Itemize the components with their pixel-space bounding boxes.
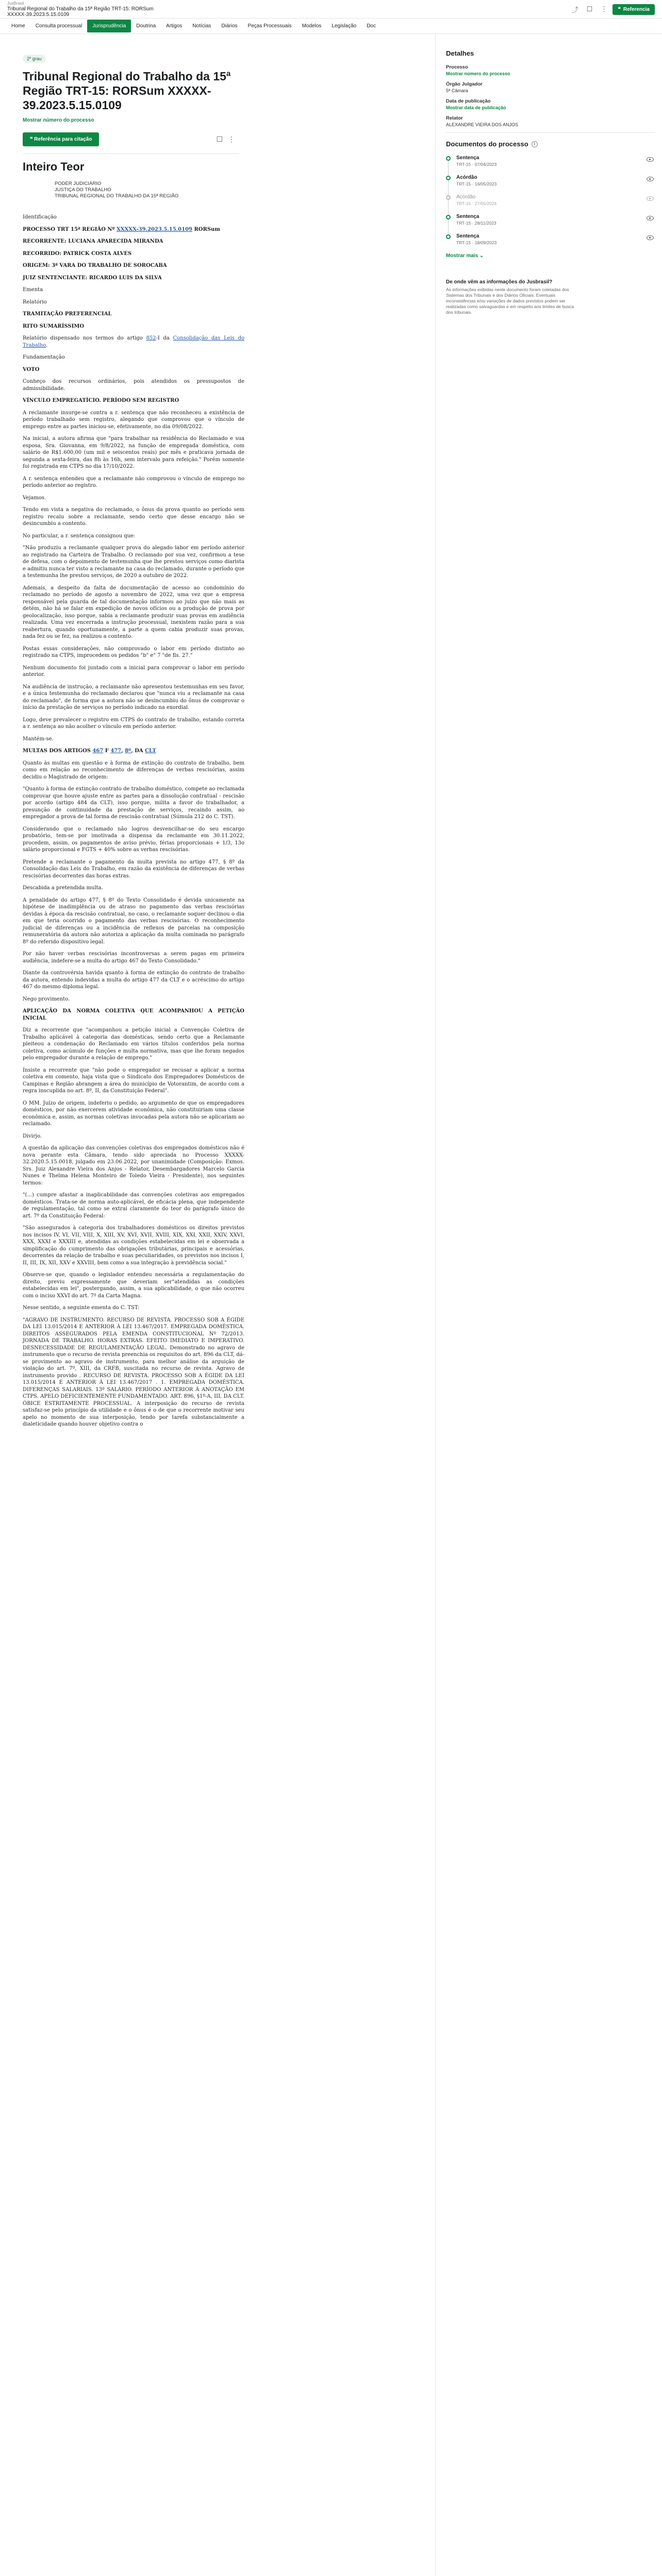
section-heading: APLICAÇÃO DA NORMA COLETIVA QUE ACOMPANHOU A PETIÇÃO INICIAL (23, 1008, 244, 1021)
document-item[interactable]: Sentença TRT-15 · 07/04/2023 (456, 155, 655, 168)
documents-timeline (446, 155, 655, 247)
more-icon[interactable]: ⋮ (600, 5, 607, 13)
document-item[interactable]: Acórdão TRT-15 · 16/05/2023 (456, 175, 655, 188)
law-link[interactable]: 8º (125, 748, 131, 754)
paragraph: Por não haver verbas rescisórias incontroversas a serem pagas em primeira audiência, indefere-se a multa do artigo 467 do Texto Consolidado." (23, 951, 244, 964)
detail-orgao: Órgão Julgador 5ª Câmara (446, 81, 483, 93)
nav-doutrina[interactable]: Doutrina (136, 23, 156, 29)
paragraph: "Não produziu a reclamante qualquer prova do alegado labor em período anterior ao registrado na Carteira de Trabalho. O reclamado por sua vez, confirmou a tese de defesa, com o depoimento de testemunha que lhe prestou serviços como diarista e admitiu nunca ter visto a reclamante na casa do reclamado, durante o período que a testemunha lhe prestou serviços, de 2020 a outubro de 2022. (23, 545, 244, 579)
process-line: PROCESSO TRT 15ª REGIÃO Nº XXXXX-39.2023.5.15.0109 RORSum (23, 226, 220, 232)
paragraph: Observe-se que, quando o legislador entendeu necessária a regulamentação do direito, previu expressamente que deveriam ser"atendidas as condições estabelecidas em lei", postergando, assim, a sua aplicabilidade, o que não ocorreu com o inciso XXVI do art. 7º da Carta Magna. (23, 1272, 244, 1299)
timeline-dot (446, 195, 451, 200)
show-number-link[interactable]: Mostrar número do processo (23, 117, 94, 123)
paragraph: "São assegurados à categoria dos trabalhadores domésticos os direitos previstos nos incisos IV, VI, VII, VIII, X, XIII, XV, XVI, XVII, XVIII, XIX, XXI, XXII, XXIV, XXVI, XXX, XXXI e XXXIII e, atendidas as condições estabelecidas em lei e observada a simplificação do cumprimento das obrigações tributárias, principais e acessórias, decorrentes da relação de trabalho e suas peculiaridades, os previstos nos incisos I, II, III, IX, XII, XXV e XXVIII, bem como a sua integração à previdência social." (23, 1225, 244, 1266)
paragraph: Nego provimento. (23, 996, 70, 1002)
teor-title: Inteiro Teor (23, 160, 85, 173)
show-more-link[interactable]: Mostrar mais ⌄ (446, 253, 484, 259)
paragraph: Nenhum documento foi juntado com a inicial para comprovar o labor em período anterior. (23, 665, 244, 677)
header-reference-label: Referencia (623, 6, 650, 12)
header-title-block (7, 1, 172, 18)
paragraph: Conheço dos recursos ordinários, pois atendidos os pressupostos de admissibilidade. (23, 379, 244, 392)
detail-processo: Processo Mostrar número do processo (446, 64, 655, 76)
show-publication-date-link[interactable]: Mostrar data de publicação (446, 105, 506, 110)
bookmark-icon[interactable]: ☐ (586, 5, 593, 13)
section-label: Relatório (23, 299, 47, 305)
quote-icon: ❝ (30, 137, 35, 142)
section-heading: MULTAS DOS ARTIGOS 467 F 477, 8º, DA CLT (23, 748, 156, 754)
degree-badge: 2º grau (23, 55, 46, 63)
paragraph: Logo, deve prevalecer o registro em CTPS do contrato de trabalho, estando correta a r. sentença ao não acolher o vínculo em período anterior. (23, 717, 244, 730)
origem: ORIGEM: 3ª VARA DO TRABALHO DE SOROCABA (23, 263, 167, 268)
paragraph: Ademais, a despeito da falta de documentação de acesso ao condomínio do reclamado no período de agosto a novembro de 2022, uma vez que a empresa responsável pela guarda de tal documentação informou ao juízo que não mais as detém, não há se falar em expedição de novos ofícios ou a produção de prova por geolocalização, isso porque, sabia a reclamante produzir suas provas em audiência realizada. Uma vez encerrada a instrução processual, inexistem razão para a sua reabertura, quando oportunamente, a parte a quem cabia produzir suas provas, nada fez ou se fez, na realizou a contento. (23, 585, 244, 639)
eye-icon[interactable] (647, 235, 654, 240)
rito: RITO SUMARÍSSIMO (23, 323, 85, 329)
court-header (23, 181, 429, 199)
brand-logo[interactable]: JusBrasil (7, 1, 24, 6)
law-link[interactable]: Consolidação das Leis do Trabalho (23, 335, 245, 348)
reference-button[interactable] (23, 132, 99, 146)
eye-icon[interactable] (647, 177, 654, 181)
reference-button-label: Referência para citação (34, 137, 92, 142)
where-info-text: As informações exibidas neste documento foram coletadas dos Sistemas dos Tribunais e dos Diários Oficiais. Eventuais inconsistências e/ou variações de dados previstos podem ser realizadas como salvaguardas e em respeito aos limites de busca dos tribunais. (446, 287, 574, 315)
paragraph: O MM. Juízo de origem, indeferiu o pedido, ao argumento de que os empregadores domésticos, por não exercerem atividade econômica, não constituiriam uma classe econômica e, assim, as normas coletivas invocadas pela autora não se aplicariam ao reclamado. (23, 1100, 244, 1127)
paragraph: A r. sentença entendeu que a reclamante não comprovou o vínculo de emprego no período anterior ao registro. (23, 476, 244, 488)
section-label: VOTO (23, 366, 40, 372)
paragraph: Vejamos. (23, 495, 46, 501)
meta-line: JUSTIÇA DO TRABALHO (55, 187, 111, 193)
process-number-link[interactable]: XXXXX-39.2023.5.15.0109 (117, 226, 192, 232)
paragraph: No particular, a r. sentença consignou que: (23, 533, 136, 539)
sidebar (435, 34, 662, 2576)
paragraph: Tendo em vista a negativa do reclamado, o ônus da prova quanto ao período sem registro recaiu sobre a reclamante, sendo certo que desse encargo não se desincumbiu a contento. (23, 507, 244, 527)
paragraph: Considerando que o reclamado não logrou desvencilhar-se do seu encargo probatório, tem-se por imotivada a dispensa da reclamante em 30.11.2022, procedem, assim, os pagamentos de aviso prévio, férias proporcionais + 1/3, 13o salário proporcional e FGTS + 40% sobre as verbas rescisórias. (23, 826, 244, 853)
law-link[interactable]: 467 (92, 748, 104, 754)
header-reference-button[interactable] (613, 4, 655, 15)
eye-icon[interactable] (647, 196, 654, 201)
paragraph: Diante da controvérsia havida quanto à forma de extinção do contrato de trabalho da autora, entendo indevidas a multa do artigo 477 da CLT e o acréscimo do artigo 467 do mesmo diploma legal. (23, 970, 244, 990)
nav-home[interactable]: Home (11, 23, 25, 29)
share-icon[interactable]: ⤴ (571, 6, 578, 14)
main-nav (0, 19, 662, 34)
timeline-dot (446, 156, 451, 161)
nav-legislacao[interactable]: Legislação (332, 23, 357, 29)
juiz: JUIZ SENTENCIANTE: RICARDO LUIS DA SILVA (23, 275, 162, 281)
bookmark-icon[interactable]: ☐ (216, 135, 223, 143)
info-icon[interactable]: i (532, 141, 538, 147)
header-title: Tribunal Regional do Trabalho da 15ª Região TRT-15: RORSum XXXXX-39.2023.5.15.0109 (7, 6, 154, 18)
nav-artigos[interactable]: Artigos (166, 23, 183, 29)
paragraph: Na audiência de instrução, a reclamante não apresentou testemunhas em seu favor, e a única testemunha do reclamado declarou que "nunca viu a reclamante na casa do reclamado", de forma que a autora não se desincumbiu do ônus de comprovar o início da prestação de serviços no período indicado na exordial. (23, 684, 244, 710)
details-heading: Detalhes (446, 49, 474, 57)
recorrente: RECORRENTE: LUCIANA APARECIDA MIRANDA (23, 239, 163, 244)
paragraph: Divirjo. (23, 1133, 42, 1139)
nav-consulta[interactable]: Consulta processual (35, 23, 82, 29)
timeline-dot (446, 176, 451, 180)
section-heading: VÍNCULO EMPREGATÍCIO. PERÍODO SEM REGISTRO (23, 398, 179, 403)
paragraph: Na inicial, a autora afirma que "para trabalhar na residência do Reclamado e sua esposa, Sra. Giovanna, em 9/8/2022, na função de empregada doméstica, com salário de R$1.600,00 (um mil e seiscentos reais) por mês e praticava jornada de segunda a sexta-feira, das 8h às 16h, sem intervalo para refeição." Porém somente foi registrada em CTPS no dia 17/10/2022. (23, 436, 244, 469)
document-item[interactable]: Sentença TRT-15 · 18/09/2023 (456, 233, 655, 247)
more-icon[interactable]: ⋮ (228, 135, 235, 143)
where-info-heading: De onde vêm as informações do Jusbrasil? (446, 279, 553, 285)
nav-pecas[interactable]: Peças Processuais (247, 23, 292, 29)
paragraph: A penalidade do artigo 477, § 8º do Texto Consolidado é devida unicamente na hipótese de inadimplência ou de atraso no pagamento das verbas rescisórias devidas à época da rescisão contratual, no caso, o reclamante soquer declinou o dia em que teria ocorrido o pagamento das verbas rescisórias. O reconhecimento judicial de diferenças ou a incidência de reflexos de parcelas na composição remuneratória da autora não autoriza a aplicação da multa cominada no parágrafo 8º do referido dispositivo legal. (23, 897, 244, 945)
nav-modelos[interactable]: Modelos (302, 23, 322, 29)
paragraph: Nesse sentido, a seguinte ementa do C. TST: (23, 1305, 140, 1311)
eye-icon[interactable] (647, 157, 654, 162)
paragraph: Postas essas considerações, não comprovado o labor em período distinto ao registrado na CTPS, improcedem os pedidos "b" e" 7 "de fls. 27." (23, 646, 244, 658)
detail-relator: Relator ALEXANDRE VIEIRA DOS ANJOS (446, 115, 519, 127)
main-content (0, 34, 435, 2576)
law-link[interactable]: 852 (146, 335, 156, 341)
paragraph: A questão da aplicação das convenções coletivas dos empregados domésticos não é nova perante esta Câmara, tendo sido apreciada no Processo XXXXX-32.2020.5.15.0018, julgado em 23.06.2022, por unanimidade (Composição: Exmos. Srs. Juiz Alexandre Vieira dos Anjos - Relator, Desembargadores Marcelo Garcia Nunes e Thelma Helena Monteiro de Toledo Vieira - Presidente), nos seguintes termos: (23, 1145, 244, 1186)
documents-heading: Documentos do processo i (446, 140, 655, 148)
chevron-down-icon: ⌄ (479, 253, 484, 259)
top-header (0, 0, 662, 19)
paragraph: Descabida a pretendida multa. (23, 885, 103, 891)
page-title: Tribunal Regional do Trabalho da 15ª Região TRT-15: RORSum XXXXX-39.2023.5.15.0109 (23, 70, 231, 112)
section-label: Identificação (23, 214, 57, 220)
section-label: Ementa (23, 287, 43, 293)
show-process-number-link[interactable]: Mostrar número do processo (446, 71, 510, 76)
paragraph: "Quanto à forma de extinção contrato de trabalho doméstico, compete ao reclamada comprovar que houve ajuste entre as partes para a dissolução contratual - rescisão por acordo (artigo 484 da CLT), isso porque, milita a favor do trabalhador, a presunção de continuidade da prestação de serviços, recaindo assim, ao empregador a prova de tal forma de rescisão contratual (Súmula 212 do C. TST). (23, 786, 244, 820)
paragraph: Insiste a recorrente que "não pode o empregador se recusar a aplicar a norma coletiva em comento, haja vista que o Sindicato dos Empregadores Domésticos de Campinas e Região abrangem a área do município de Votorantim, de acordo com a regra inscuplida no art. 8º, II, da Constituição Federal". (23, 1067, 244, 1094)
paragraph: "AGRAVO DE INSTRUMENTO. RECURSO DE REVISTA. PROCESSO SOB A ÉGIDE DA LEI 13.015/2014 E ANTERIOR À LEI 13.467/2017. EMPREGADA DOMÉSTICA. DIREITOS ASSEGURADOS PELA EMENDA CONSTITUCIONAL Nº 72/2013. JORNADA DE TRABALHO. HORAS EXTRAS. EFEITO IMEDIATO E IMPERATIVO. DESNECESSIDADE DE REGULAMENTAÇÃO LEGAL. Demonstrado no agravo de instrumento que o recurso de revista preenchia os requisitos do art. 896 da CLT, dá-se provimento ao agravo de instrumento, para melhor análise da arguição de violação do art. 7º, XIII, da CRFB, suscitada no recurso de revista. Agravo de instrumento provido . RECURSO DE REVISTA. PROCESSO SOB A ÉGIDE DA LEI 13.015/2014 E ANTERIOR À LEI 13.467/2017 . 1. EMPREGADA DOMÉSTICA. DIFERENÇAS SALARIAIS. 13º SALÁRIO. PERÍODO ANTERIOR À ANOTAÇÃO EM CTPS. APELO DEFICIENTEMENTE FUNDAMENTADO. ART. 896, §1º-A, III, DA CLT. ÓBICE ESTRITAMENTE PROCESSUAL. A interposição do recurso de revista satisfaz-se pelo princípio da utilidade e o ônus é o de que o recorrente motivar seu apelo no momento de sua interposição, tendo por tarefa substancialmente a dialeticidade quando houver objetivo contra o (23, 1317, 244, 1427)
divider (446, 132, 655, 133)
meta-line: TRIBUNAL REGIONAL DO TRABALHO DA 15ª REGIÃO (55, 193, 179, 199)
document-item[interactable]: Sentença TRT-15 · 28/11/2023 (456, 214, 655, 227)
paragraph: Mantém-se. (23, 736, 54, 742)
tramitacao: TRAMITAÇÃO PREFERENCIAL (23, 311, 112, 317)
paragraph: "(...) cumpre afastar a inaplicabilidade das convenções coletivas aos empregados domésticos. Trata-se de norma auto-aplicável, de eficácia plena, que independente de regulamentação, tal como se extrai claramente do teor do parágrafo único do art. 7º da Constituição Federal: (23, 1192, 244, 1219)
nav-diarios[interactable]: Diários (221, 23, 238, 29)
nav-doc[interactable]: Doc (367, 23, 376, 29)
nav-noticias[interactable]: Notícias (192, 23, 211, 29)
nav-jurisprudencia[interactable]: Jurisprudência (87, 20, 131, 32)
eye-icon[interactable] (647, 216, 654, 221)
recorrido: RECORRIDO: PATRICK COSTA ALVES (23, 250, 132, 257)
document-item[interactable]: Acórdão TRT-15 · 27/05/2024 (456, 194, 655, 208)
paragraph: A reclamante insurge-se contra a r. sentença que não reconheceu a existência de período trabalhado sem registro, alegando que comprovou que o vínculo de emprego entre as partes iniciou-se, efetivamente, no dia 09/08/2022. (23, 410, 244, 430)
quote-icon: ❝ (618, 6, 621, 12)
document-body (23, 214, 244, 1428)
paragraph: Quanto às multas em questão e à forma de extinção do contrato de trabalho, bem como em relação ao reconhecimento de diferenças de verbas rescisórias, assim decidiu o Magistrado de origem: (23, 760, 244, 780)
timeline-dot (446, 234, 451, 239)
meta-line: PODER JUDICIÁRIO (55, 181, 102, 187)
timeline-dot (446, 215, 451, 219)
paragraph: Pretende a reclamante o pagamento da multa prevista no artigo 477, § 8º da Consolidação das Leis do Trabalho, em razão da existência de diferenças de verbas rescisórias decorrentes das horas extras. (23, 859, 244, 879)
paragraph: Diz a recorrente que "acompanhou a petição inicial a Convenção Coletiva de Trabalho aplicável à categoria das domésticas, sendo certo que a Reclamante pleiteou a condenação do Reclamado em vários títulos conferidos pela norma coletiva, como acúmulo de funções e multa normativa, mas que lhe foram negados pelo empregador durante a relação de emprego." (23, 1027, 244, 1061)
detail-publicacao: Data de publicação Mostrar data de publicação (446, 98, 655, 110)
section-label: Fundamentação (23, 354, 65, 360)
law-link[interactable]: CLT (145, 748, 156, 754)
paragraph: Relatório dispensado nos termos do artigo 852-I da Consolidação das Leis do Trabalho. (23, 335, 245, 348)
law-link[interactable]: 477 (110, 748, 122, 754)
